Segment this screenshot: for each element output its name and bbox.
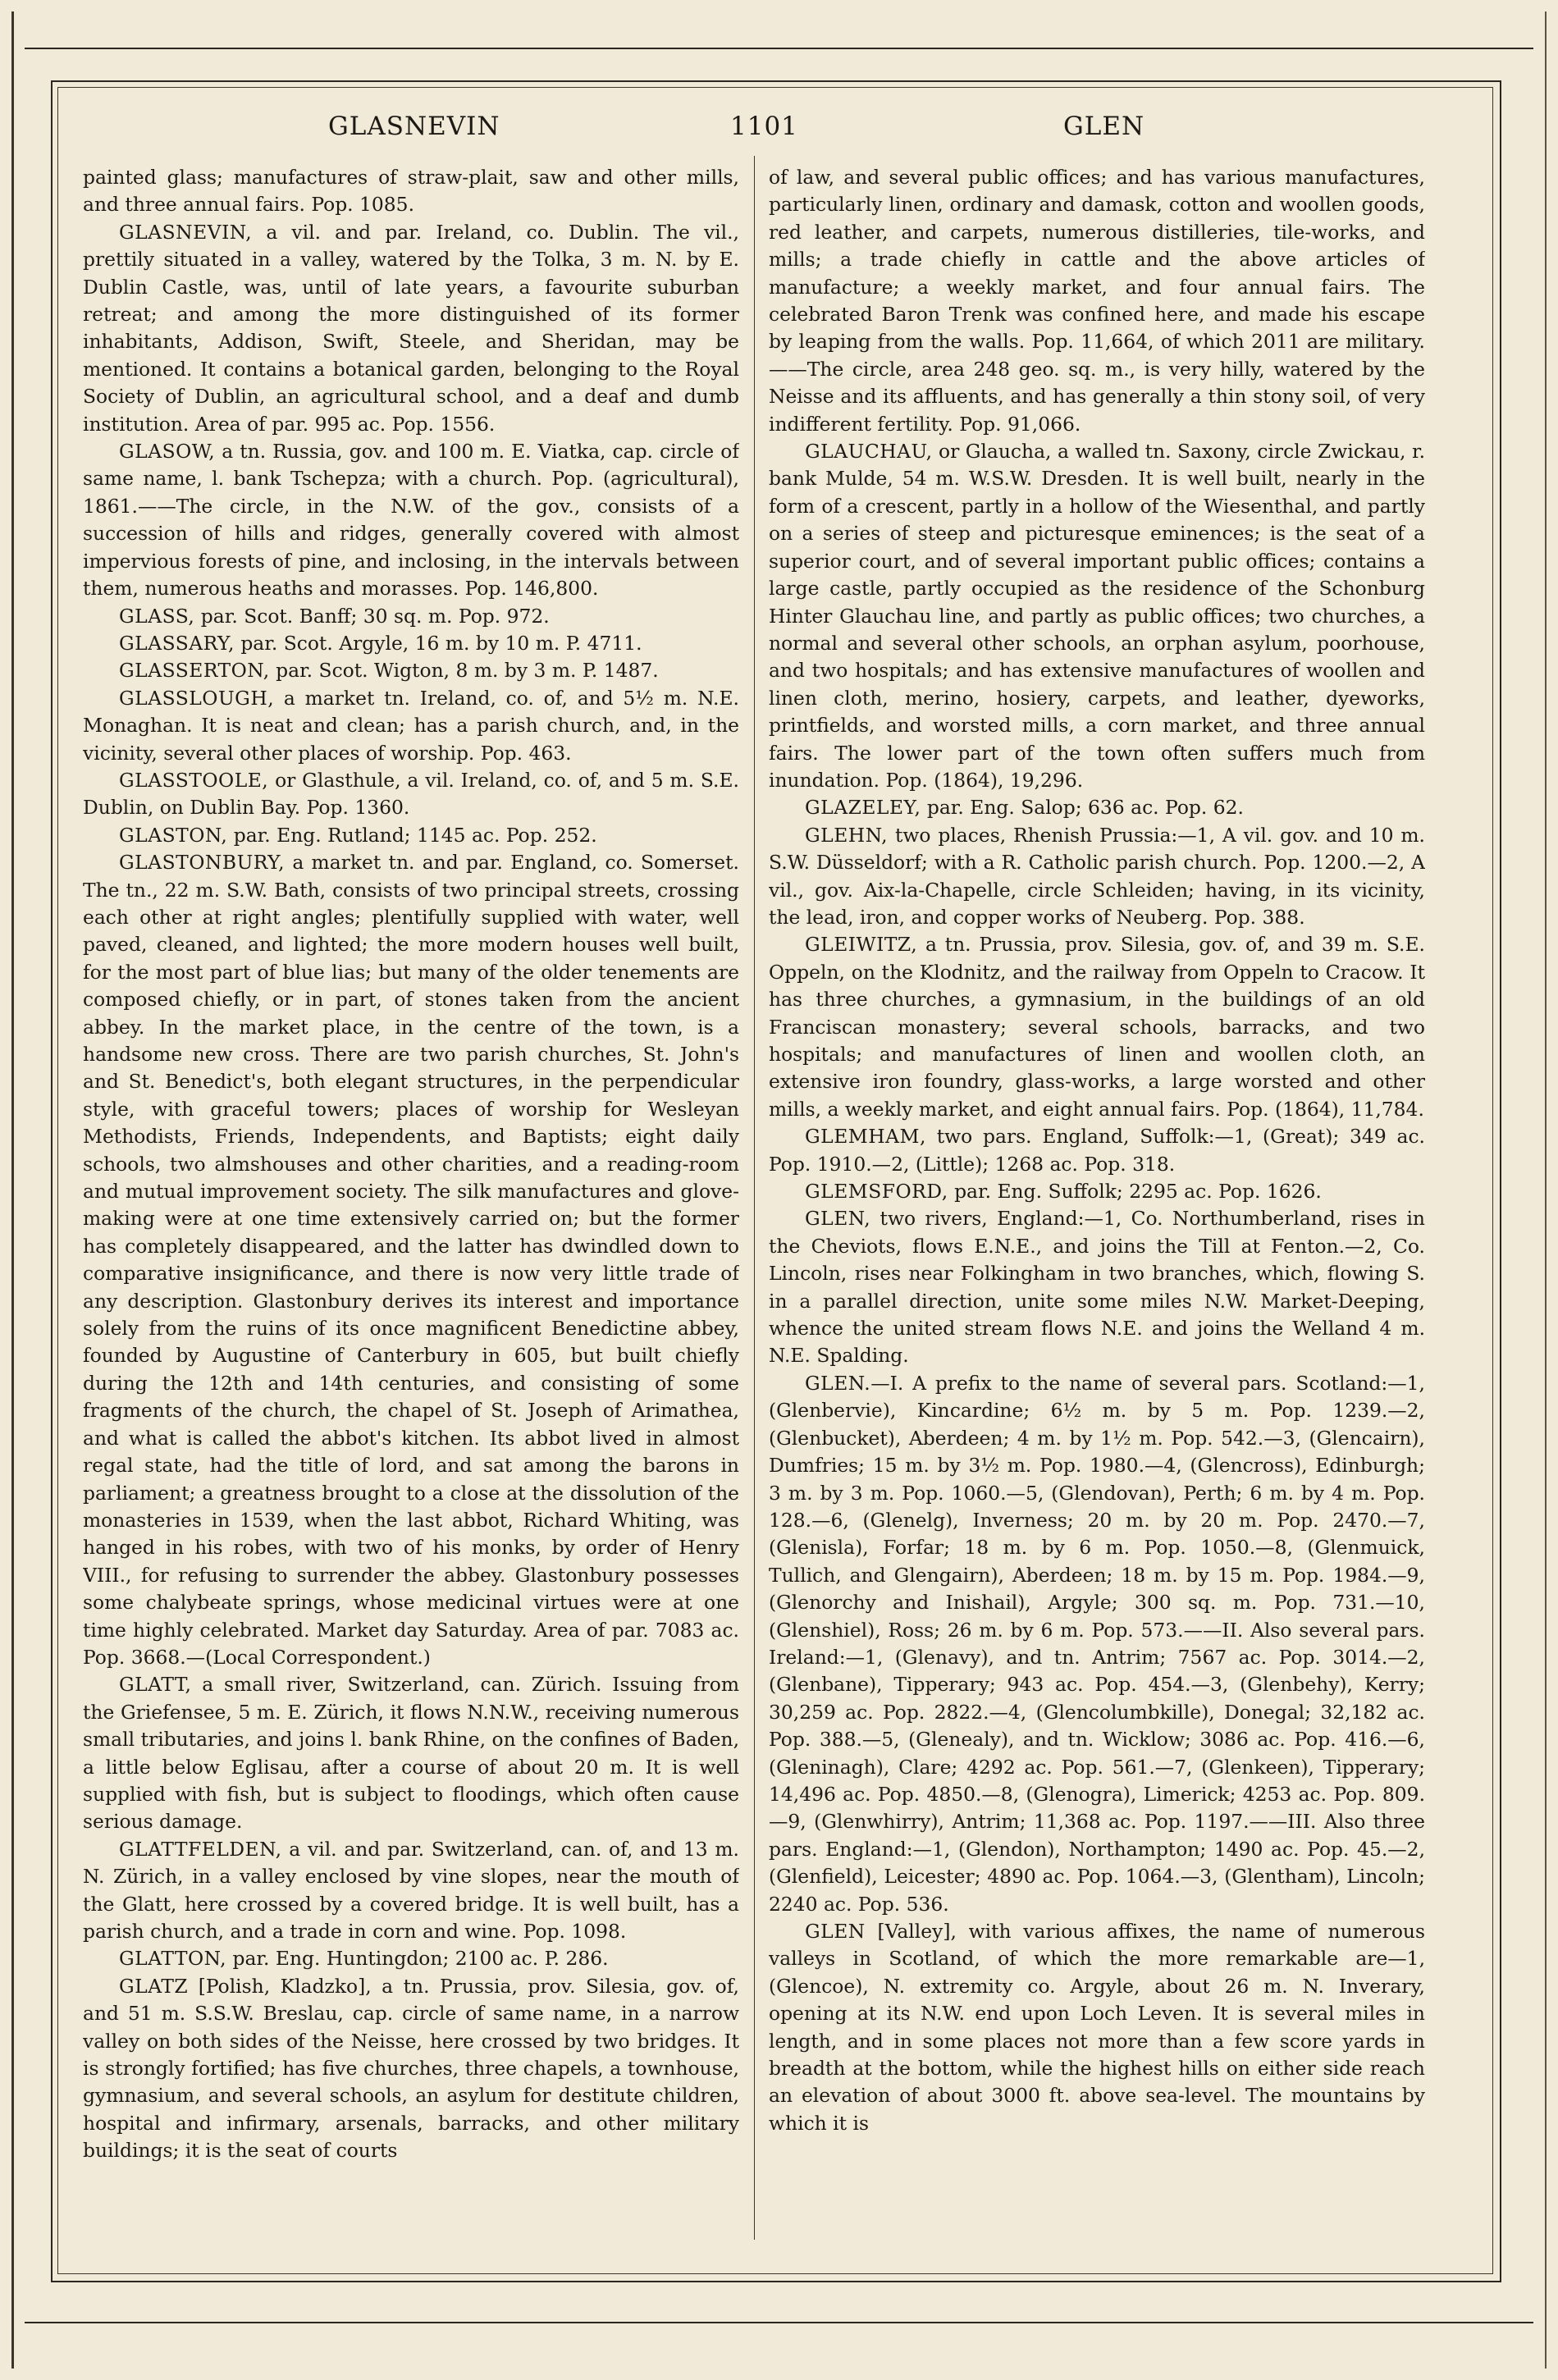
entry-text: or Glaucha, a walled tn. Saxony, circle Zwickau, r. bank Mulde, 54 m. W.S.W. Dresden. It is well built, nearly in the form of a crescent, partly in a hollow of the Wiesenthal, and partly on a series of steep and picturesque eminences; is the seat of a superior court, and of several important public offices; contains a large castle, partly occupied as the residence of the Schonburg Hinter Glauchau line, and partly as public offices; two churches, a normal and several other schools, an orphan asylum, poorhouse, and two hospitals; and has extensive manufactures of woollen and linen cloth, merino, hosiery, carpets, and leather, dyeworks, printfields, and worsted mills, a corn market, and three annual fairs. The lower part of the town often suffers much from inundation. Pop. (1864), 19,296.: [769, 440, 1425, 792]
entry-headword: GLASTONBURY,: [119, 851, 286, 875]
entry: [83, 219, 739, 438]
entry-headword: GLASOW,: [119, 440, 216, 464]
entry: [83, 657, 739, 684]
entry: [83, 1671, 739, 1835]
entry-text: par. Scot. Wigton, 8 m. by 3 m. P. 1487.: [269, 659, 659, 683]
entry-text: a vil. and par. Switzerland, can. of, and 13 m. N. Zürich, in a valley enclosed by vine slopes, near the mouth of the Glatt, here crossed by a covered bridge. It is well built, has a parish church, and a trade in corn and wine. Pop. 1098.: [83, 1837, 739, 1943]
entry-text: —I. A prefix to the name of several pars. Scotland:—1, (Glenbervie), Kincardine; 6½ m. by 5 m. Pop. 1239.—2, (Glenbucket), Aberdeen; 4 m. by 1½ m. Pop. 542.—3, (Glencairn), Dumfries; 15 m. by 3½ m. Pop. 1980.—4, (Glencross), Edinburgh; 3 m. by 3 m. Pop. 1060.—5, (Glendovan), Perth; 6 m. by 4 m. Pop. 128.—6, (Glenelg), Inverness; 20 m. by 20 m. Pop. 2470.—7, (Glenisla), Forfar; 18 m. by 6 m. Pop. 1050.—8, (Glenmuick, Tullich, and Glengairn), Aberdeen; 18 m. by 15 m. Pop. 1984.—9, (Glenorchy and Inishail), Argyle; 300 sq. m. Pop. 731.—10, (Glenshiel), Ross; 26 m. by 6 m. Pop. 573.——II. Also several pars. Ireland:—1, (Glenavy), and tn. Antrim; 7567 ac. Pop. 3014.—2, (Glenbane), Tipperary; 943 ac. Pop. 454.—3, (Glenbehy), Kerry; 30,259 ac. Pop. 2822.—4, (Glencolumbkille), Donegal; 32,182 ac. Pop. 388.—5, (Glenealy), and tn. Wicklow; 3086 ac. Pop. 416.—6, (Gleninagh), Clare; 4292 ac. Pop. 561.—7, (Glenkeen), Tipperary; 14,496 ac. Pop. 4850.—8, (Glenogra), Limerick; 4253 ac. Pop. 809.—9, (Glenwhirry), Antrim; 11,368 ac. Pop. 1197.——III. Also three pars. England:—1, (Glendon), Northampton; 1490 ac. Pop. 45.—2, (Glenfield), Leicester; 4890 ac. Pop. 1064.—3, (Glentham), Lincoln; 2240 ac. Pop. 536.: [769, 1371, 1425, 1916]
entry: [769, 164, 1425, 438]
entry: [83, 1973, 739, 2165]
entry-text: [Polish, Kladzko], a tn. Prussia, prov. Silesia, gov. of, and 51 m. S.S.W. Breslau, cap. circle of same name, in a narrow valley on both sides of the Neisse, here crossed by two bridges. It is strongly fortified; has five churches, three chapels, a townhouse, gymnasium, and several schools, an asylum for destitute children, hospital and infirmary, arsenals, barracks, and other military buildings; it is the seat of courts: [83, 1974, 739, 2163]
entry-text: two rivers, England:—1, Co. Northumberland, rises in the Cheviots, flows E.N.E., and joins the Till at Fenton.—2, Co. Lincoln, rises near Folkingham in two branches, which, flowing S. in a parallel direction, unite some miles N.W. Market-Deeping, whence the united stream flows N.E. and joins the Welland 4 m. N.E. Spalding.: [769, 1207, 1425, 1368]
entry-text: two places, Rhenish Prussia:—1, A vil. gov. and 10 m. S.W. Düsseldorf; with a R. Catholic parish church. Pop. 1200.—2, A vil., gov. Aix-la-Chapelle, circle Schleiden; having, in its vicinity, the lead, iron, and copper works of Neuberg. Pop. 388.: [769, 823, 1425, 929]
entry: [769, 1205, 1425, 1369]
entry-text: of law, and several public offices; and has various manufactures, particularly linen, ordinary and damask, cotton and woollen goods, red leather, and carpets, numerous distilleries, tile-works, and mills; a trade chiefly in cattle and the above articles of manufacture; a weekly market, and four annual fairs. The celebrated Baron Trenk was confined here, and made his escape by leaping from the walls. Pop. 11,664, of which 2011 are military.——The circle, area 248 geo. sq. m., is very hilly, watered by the Neisse and its affluents, and has generally a thin stony soil, of very indifferent fertility. Pop. 91,066.: [769, 166, 1425, 436]
entry-headword: GLEMSFORD,: [805, 1180, 948, 1204]
entry: [83, 822, 739, 849]
entry-headword: GLEN.: [805, 1371, 871, 1395]
entry-headword: GLASSLOUGH,: [119, 686, 275, 710]
entry: [769, 794, 1425, 821]
entry-headword: GLATZ: [119, 1974, 189, 1998]
entry-text: two pars. England, Suffolk:—1, (Great); 349 ac. Pop. 1910.—2, (Little); 1268 ac. Pop. 318.: [769, 1125, 1425, 1176]
entry-text: par. Eng. Salop; 636 ac. Pop. 62.: [921, 796, 1244, 820]
entry-text: [Valley], with various affixes, the name of numerous valleys in Scotland, of which the more remarkable are—1, (Glencoe), N. extremity co. Argyle, about 26 m. N. Inverary, opening at its N.W. end upon Loch Leven. It is several miles in length, and in some places not more than a few score yards in breadth at the bottom, while the highest hills on either side reach an elevation of about 3000 ft. above sea-level. The mountains by which it is: [769, 1920, 1425, 2135]
entry: [769, 1370, 1425, 1918]
entry-headword: GLAZELEY,: [805, 796, 921, 820]
entry-text: par. Eng. Huntingdon; 2100 ac. P. 286.: [226, 1947, 609, 1971]
header-right-guide-word: GLEN: [1063, 112, 1145, 141]
entry: [769, 931, 1425, 1123]
entry: [83, 630, 739, 657]
entry-text: par. Scot. Banff; 30 sq. m. Pop. 972.: [194, 604, 550, 628]
entry-headword: GLATT,: [119, 1673, 192, 1697]
entry-headword: GLASSERTON,: [119, 659, 270, 683]
entry-text: a market tn. Ireland, co. of, and 5½ m. N.E. Monaghan. It is neat and clean; has a parish church, and, in the vicinity, several other places of worship. Pop. 463.: [83, 686, 739, 765]
entry-text: par. Scot. Argyle, 16 m. by 10 m. P. 4711.: [234, 631, 642, 655]
entry-text: a small river, Switzerland, can. Zürich. Issuing from the Griefensee, 5 m. E. Zürich, it flows N.N.W., receiving numerous small tributaries, and joins l. bank Rhine, on the confines of Baden, a little below Eglisau, after a course of about 20 m. It is well supplied with fish, but is subject to floodings, which often cause serious damage.: [83, 1673, 739, 1834]
entry-text: a vil. and par. Ireland, co. Dublin. The vil., prettily situated in a valley, watered by the Tolka, 3 m. N. by E. Dublin Castle, was, until of late years, a favourite suburban retreat; and among the more distinguished of its former inhabitants, Addison, Swift, Steele, and Sheridan, may be mentioned. It contains a botanical garden, belonging to the Royal Society of Dublin, an agricultural school, and a deaf and dumb institution. Area of par. 995 ac. Pop. 1556.: [83, 220, 739, 436]
right-column: [769, 164, 1425, 2232]
left-column: [83, 164, 739, 2232]
entry-text: par. Eng. Suffolk; 2295 ac. Pop. 1626.: [948, 1180, 1322, 1204]
entry-headword: GLATTFELDEN,: [119, 1837, 282, 1861]
entry: [83, 1945, 739, 1972]
entry: [83, 685, 739, 767]
entry-headword: GLASNEVIN,: [119, 220, 253, 244]
entry: [769, 1123, 1425, 1178]
entry-headword: GLATTON,: [119, 1947, 227, 1971]
entry-text: or Glasthule, a vil. Ireland, co. of, and 5 m. S.E. Dublin, on Dublin Bay. Pop. 1360.: [83, 768, 739, 820]
entry: [83, 849, 739, 1671]
entry: [83, 767, 739, 822]
page-number: 1101: [730, 112, 798, 141]
running-header: [82, 112, 1469, 148]
entry: [769, 1178, 1425, 1205]
entry-headword: GLEMHAM,: [805, 1125, 926, 1149]
entry-text: par. Eng. Rutland; 1145 ac. Pop. 252.: [227, 823, 597, 847]
entry-headword: GLEHN,: [805, 823, 889, 847]
entry-text: a tn. Russia, gov. and 100 m. E. Viatka, cap. circle of same name, l. bank Tschepza; with a church. Pop. (agricultural), 1861.——The circle, in the N.W. of the gov., consists of a succession of hills and ridges, generally covered with almost impervious forests of pine, and inclosing, in the intervals between them, numerous heaths and morasses. Pop. 146,800.: [83, 440, 739, 601]
entry-text: a tn. Prussia, prov. Silesia, gov. of, and 39 m. S.E. Oppeln, on the Klodnitz, and the railway from Oppeln to Cracow. It has three churches, a gymnasium, in the buildings of an old Franciscan monastery; several schools, barracks, and two hospitals; and manufactures of linen and woollen cloth, an extensive iron foundry, glass-works, a large worsted and other mills, a weekly market, and eight annual fairs. Pop. (1864), 11,784.: [769, 933, 1425, 1121]
entry-headword: GLASS,: [119, 604, 195, 628]
top-rule: [25, 48, 1533, 49]
entry: [83, 438, 739, 602]
header-left-guide-word: GLASNEVIN: [328, 112, 500, 141]
entry-headword: GLASSTOOLE,: [119, 768, 269, 792]
entry-headword: GLEIWITZ,: [805, 933, 918, 957]
entry-headword: GLEN: [805, 1920, 866, 1943]
entry: [769, 1918, 1425, 2137]
entry: [769, 822, 1425, 932]
entry: [83, 603, 739, 630]
entry-text: a market tn. and par. England, co. Somerset. The tn., 22 m. S.W. Bath, consists of two principal streets, crossing each other at right angles; plentifully supplied with water, well paved, cleaned, and lighted; the more modern houses well built, for the most part of blue lias; but many of the older tenements are composed chiefly, or in part, of stones taken from the ancient abbey. In the market place, in the centre of the town, is a handsome new cross. There are two parish churches, St. John's and St. Benedict's, both elegant structures, in the perpendicular style, with graceful towers; places of worship for Wesleyan Methodists, Friends, Independents, and Baptists; eight daily schools, two almshouses and other charities, and a reading-room and mutual improvement society. The silk manufactures and glove-making were at one time extensively carried on; but the former has completely disappeared, and the latter has dwindled down to comparative insignificance, and there is now very little trade of any description. Glastonbury derives its interest and importance solely from the ruins of its once magnificent Benedictine abbey, founded by Augustine of Canterbury in 605, but built chiefly during the 12th and 14th centuries, and consisting of some fragments of the church, the chapel of St. Joseph of Arimathea, and what is called the abbot's kitchen. Its abbot lived in almost regal state, had the title of lord, and sat among the barons in parliament; a greatness brought to a close at the dissolution of the monasteries in 1539, when the last abbot, Richard Whiting, was hanged in his robes, with two of his monks, by order of Henry VIII., for refusing to surrender the abbey. Glastonbury possesses some chalybeate springs, whose medicinal virtues were at one time highly celebrated. Market day Saturday. Area of par. 7083 ac. Pop. 3668.—(Local Correspondent.): [83, 851, 739, 1669]
entry: [83, 1836, 739, 1946]
entry-headword: GLASSARY,: [119, 631, 235, 655]
bottom-rule: [25, 2322, 1533, 2323]
column-divider: [754, 156, 755, 2240]
entry: [769, 438, 1425, 794]
entry-headword: GLAUCHAU,: [805, 440, 933, 464]
entry-headword: GLEN,: [805, 1207, 871, 1231]
entry-headword: GLASTON,: [119, 823, 228, 847]
entry-text: painted glass; manufactures of straw-plait, saw and other mills, and three annual fairs. Pop. 1085.: [83, 166, 739, 217]
entry: [83, 164, 739, 219]
